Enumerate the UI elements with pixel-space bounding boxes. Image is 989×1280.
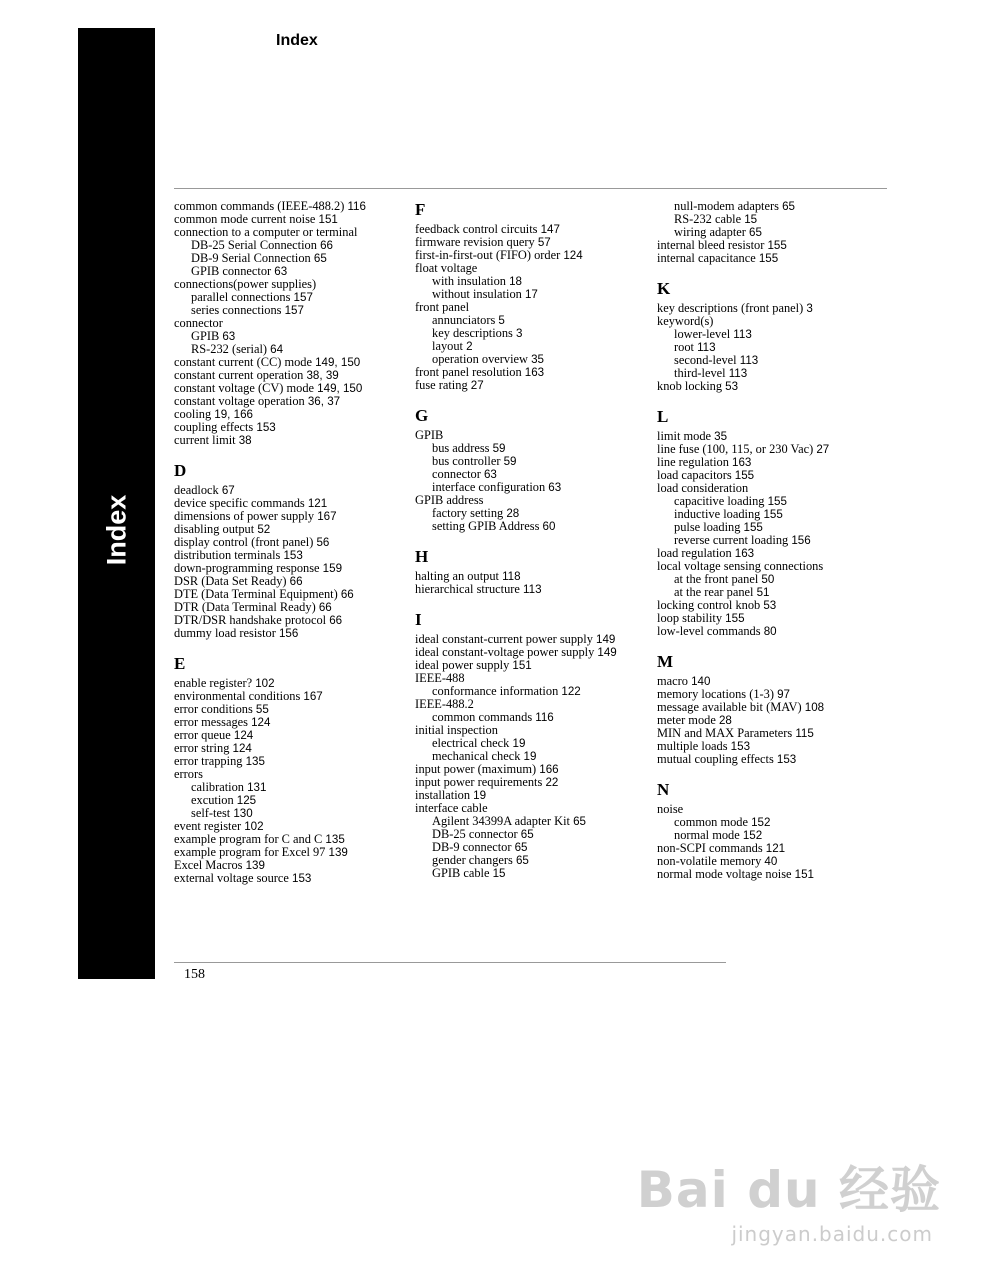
index-term: firmware revision query <box>415 235 535 249</box>
index-term: at the rear panel <box>674 585 754 599</box>
index-term: load regulation <box>657 546 732 560</box>
index-term: front panel resolution <box>415 365 522 379</box>
index-term: common mode current noise <box>174 212 316 226</box>
index-term: factory setting <box>432 506 504 520</box>
index-term: event register <box>174 819 242 833</box>
index-page-ref: 153 <box>730 740 751 753</box>
page-number: 158 <box>184 967 205 982</box>
watermark-url: jingyan.baidu.com <box>731 1222 933 1246</box>
index-column-1 <box>174 200 409 885</box>
index-page-ref: 163 <box>734 547 755 560</box>
index-term: DTR/DSR handshake protocol <box>174 613 327 627</box>
index-entry <box>174 872 409 885</box>
index-page-ref: 157 <box>284 304 304 317</box>
index-page-ref: 113 <box>728 367 748 380</box>
index-term: without insulation <box>432 287 522 301</box>
index-page-ref: 53 <box>763 599 777 612</box>
index-page-ref: 65 <box>520 828 534 841</box>
index-term: DTR (Data Terminal Ready) <box>174 600 316 614</box>
index-page-ref: 63 <box>483 468 497 481</box>
index-term: front panel <box>415 300 470 314</box>
index-page-ref: 65 <box>573 815 587 828</box>
index-term: common commands <box>432 710 533 724</box>
index-term: DB-25 connector <box>432 827 518 841</box>
baidu-watermark <box>636 1150 941 1260</box>
index-page-ref: 65 <box>514 841 528 854</box>
index-page-ref: 40 <box>764 855 778 868</box>
index-term: pulse loading <box>674 520 741 534</box>
index-page-ref: 166 <box>539 763 559 776</box>
index-term: lower-level <box>674 327 731 341</box>
index-term: gender changers <box>432 853 513 867</box>
index-term: DB-25 Serial Connection <box>191 238 317 252</box>
index-page-ref: 153 <box>776 753 797 766</box>
index-term: Excel Macros <box>174 858 243 872</box>
index-term: root <box>674 340 694 354</box>
index-term: annunciators <box>432 313 496 327</box>
index-column-2 <box>415 200 655 880</box>
index-term: error messages <box>174 715 248 729</box>
index-section-letter: H <box>415 547 429 566</box>
index-entry <box>657 753 897 766</box>
index-page-ref: 125 <box>236 794 257 807</box>
index-section-letter: N <box>657 780 670 799</box>
index-term: error string <box>174 741 230 755</box>
index-section-letter: F <box>415 200 426 219</box>
index-column-3 <box>657 200 897 881</box>
index-term: key descriptions <box>432 326 513 340</box>
index-term: connection to a computer or terminal <box>174 225 358 239</box>
index-page-ref: 156 <box>278 627 299 640</box>
index-page-ref: 121 <box>307 497 328 510</box>
index-term: locking control knob <box>657 598 761 612</box>
index-term: connector <box>174 316 223 330</box>
index-term: excution <box>191 793 234 807</box>
index-page-ref: 65 <box>313 252 327 265</box>
index-page-ref: 135 <box>245 755 265 768</box>
index-term: loop stability <box>657 611 723 625</box>
index-section-letter: L <box>657 407 669 426</box>
index-term: key descriptions (front panel) <box>657 301 804 315</box>
index-page-ref: 102 <box>244 820 264 833</box>
index-term: interface cable <box>415 801 488 815</box>
index-page-ref: 151 <box>318 213 338 226</box>
bottom-rule <box>174 962 726 963</box>
index-page-ref: 149 <box>596 633 616 646</box>
index-term: deadlock <box>174 483 219 497</box>
index-page-ref: 5 <box>498 314 505 327</box>
index-page-ref: 2 <box>466 340 473 353</box>
index-term: MIN and MAX Parameters <box>657 726 793 740</box>
index-term: error trapping <box>174 754 243 768</box>
index-term: knob locking <box>657 379 723 393</box>
index-page-ref: 27 <box>470 379 484 392</box>
index-page-ref: 153 <box>283 549 303 562</box>
index-page-ref: 113 <box>739 354 759 367</box>
index-page-ref: 118 <box>502 570 521 583</box>
index-page-ref: 66 <box>329 614 343 627</box>
index-term: connections(power supplies) <box>174 277 317 291</box>
index-term: constant current (CC) mode <box>174 355 312 369</box>
index-term: DB-9 Serial Connection <box>191 251 311 265</box>
index-term: memory locations (1-3) <box>657 687 774 701</box>
index-page-ref: 65 <box>749 226 762 239</box>
index-term: display control (front panel) <box>174 535 314 549</box>
index-term: distribution terminals <box>174 548 281 562</box>
index-page-ref: 97 <box>777 688 791 701</box>
index-term: interface configuration <box>432 480 546 494</box>
index-page-ref: 108 <box>804 701 825 714</box>
index-page-ref: 67 <box>221 484 235 497</box>
index-page-ref: 151 <box>794 868 814 881</box>
index-term: hierarchical structure <box>415 582 520 596</box>
index-page-ref: 63 <box>274 265 288 278</box>
index-page-ref: 3 <box>806 302 813 315</box>
index-page-ref: 131 <box>247 781 267 794</box>
index-page-ref: 151 <box>512 659 532 672</box>
index-term: RS-232 (serial) <box>191 342 268 356</box>
watermark-logo: Bai du 经验 <box>636 1161 941 1219</box>
page-header-title: Index <box>276 32 318 49</box>
index-term: parallel connections <box>191 290 291 304</box>
index-page-ref: 124 <box>563 249 583 262</box>
index-term: mutual coupling effects <box>657 752 774 766</box>
index-section-letter: G <box>415 406 429 425</box>
index-term: reverse current loading <box>674 533 789 547</box>
index-term: current limit <box>174 433 236 447</box>
index-page-ref: 35 <box>714 430 728 443</box>
index-term: GPIB <box>191 329 220 343</box>
index-page-ref: 139 <box>245 859 265 872</box>
index-term: message available bit (MAV) <box>657 700 802 714</box>
index-section-letter: I <box>415 610 422 629</box>
index-section-letter: E <box>174 654 186 673</box>
index-page-ref: 124 <box>233 729 254 742</box>
index-term: ideal constant-current power supply <box>415 632 593 646</box>
index-term: setting GPIB Address <box>432 519 540 533</box>
index-page-ref: 147 <box>540 223 560 236</box>
index-page-ref: 64 <box>270 343 284 356</box>
index-page-ref: 50 <box>761 573 775 586</box>
index-term: bus controller <box>432 454 501 468</box>
index-page-ref: 17 <box>524 288 538 301</box>
index-page-ref: 124 <box>232 742 252 755</box>
index-term: error conditions <box>174 702 253 716</box>
index-term: environmental conditions <box>174 689 301 703</box>
index-term: common mode <box>674 815 748 829</box>
index-term: operation overview <box>432 352 528 366</box>
index-page-ref: 66 <box>318 601 332 614</box>
index-page-ref: 28 <box>718 714 732 727</box>
index-page-ref: 122 <box>561 685 581 698</box>
index-term: local voltage sensing connections <box>657 559 824 573</box>
index-term: Agilent 34399A adapter Kit <box>432 814 570 828</box>
index-page-ref: 163 <box>732 456 752 469</box>
index-term: internal capacitance <box>657 251 756 265</box>
index-entry <box>174 434 409 447</box>
index-page-ref: 66 <box>289 575 303 588</box>
index-page-ref: 167 <box>303 690 323 703</box>
index-page-ref: 116 <box>535 711 554 724</box>
index-term: fuse rating <box>415 378 468 392</box>
index-page-ref: 65 <box>515 854 529 867</box>
index-term: line fuse (100, 115, or 230 Vac) <box>657 442 814 456</box>
index-term: example program for Excel 97 <box>174 845 326 859</box>
index-entry <box>174 627 409 640</box>
index-term: example program for C and C <box>174 832 323 846</box>
top-rule <box>174 188 887 189</box>
index-page-ref: 59 <box>503 455 517 468</box>
index-page-ref: 121 <box>765 842 786 855</box>
index-term: constant voltage (CV) mode <box>174 381 315 395</box>
index-page-ref: 155 <box>763 508 783 521</box>
index-term: third-level <box>674 366 726 380</box>
index-term: float voltage <box>415 261 478 275</box>
index-page-ref: 102 <box>255 677 275 690</box>
index-term: GPIB address <box>415 493 484 507</box>
index-term: null-modem adapters <box>674 199 779 213</box>
index-term: enable register? <box>174 676 253 690</box>
index-page-ref: 139 <box>328 846 348 859</box>
index-term: ideal constant-voltage power supply <box>415 645 595 659</box>
index-page-ref: 53 <box>725 380 739 393</box>
index-page-ref: 51 <box>756 586 770 599</box>
index-page-ref: 80 <box>763 625 777 638</box>
index-page-ref: 157 <box>293 291 313 304</box>
index-term: line regulation <box>657 455 729 469</box>
index-page-ref: 113 <box>523 583 542 596</box>
index-page-ref: 152 <box>742 829 763 842</box>
index-term: constant current operation <box>174 368 304 382</box>
index-page-ref: 57 <box>537 236 551 249</box>
index-page-ref: 3 <box>515 327 523 340</box>
index-term: calibration <box>191 780 244 794</box>
side-index-tab <box>78 28 155 979</box>
index-page-ref: 63 <box>222 330 236 343</box>
index-entry <box>657 252 897 265</box>
index-term: DTE (Data Terminal Equipment) <box>174 587 338 601</box>
index-term: disabling output <box>174 522 255 536</box>
index-page-ref: 27 <box>816 443 830 456</box>
index-term: non-SCPI commands <box>657 841 763 855</box>
index-term: meter mode <box>657 713 716 727</box>
index-term: down-programming response <box>174 561 320 575</box>
index-page-ref: 115 <box>795 727 814 740</box>
index-entry <box>657 380 897 393</box>
index-term: IEEE-488 <box>415 671 465 685</box>
index-page-ref: 56 <box>316 536 330 549</box>
index-term: DB-9 connector <box>432 840 512 854</box>
index-page-ref: 28 <box>506 507 520 520</box>
index-page-ref: 66 <box>340 588 354 601</box>
index-page-ref: 19 <box>473 789 487 802</box>
index-page-ref: 167 <box>317 510 337 523</box>
index-term: ideal power supply <box>415 658 510 672</box>
index-term: IEEE-488.2 <box>415 697 474 711</box>
index-page-ref: 15 <box>492 867 506 880</box>
index-term: coupling effects <box>174 420 254 434</box>
index-page-ref: 155 <box>725 612 745 625</box>
index-page-ref: 156 <box>791 534 811 547</box>
index-page-ref: 155 <box>767 239 787 252</box>
index-term: dimensions of power supply <box>174 509 315 523</box>
index-term: DSR (Data Set Ready) <box>174 574 287 588</box>
index-page-ref: 155 <box>743 521 763 534</box>
index-term: halting an output <box>415 569 499 583</box>
index-page-ref: 65 <box>782 200 795 213</box>
index-page-ref: 113 <box>697 341 716 354</box>
index-page-ref: 149 <box>597 646 617 659</box>
index-term: self-test <box>191 806 231 820</box>
index-term: connector <box>432 467 481 481</box>
index-page-ref: 36, 37 <box>307 395 341 408</box>
index-page-ref: 66 <box>320 239 333 252</box>
index-term: macro <box>657 674 688 688</box>
index-page-ref: 124 <box>251 716 271 729</box>
index-term: internal bleed resistor <box>657 238 765 252</box>
index-term: cooling <box>174 407 212 421</box>
index-term: load capacitors <box>657 468 732 482</box>
index-section-letter: K <box>657 279 671 298</box>
index-term: errors <box>174 767 203 781</box>
index-term: keyword(s) <box>657 314 714 328</box>
index-page-ref: 159 <box>322 562 343 575</box>
side-tab-label: Index <box>101 494 131 566</box>
index-term: error queue <box>174 728 231 742</box>
index-term: layout <box>432 339 463 353</box>
index-page-ref: 153 <box>256 421 276 434</box>
index-page-ref: 22 <box>545 776 559 789</box>
index-page-ref: 116 <box>347 200 366 213</box>
index-term: GPIB <box>415 428 444 442</box>
index-term: electrical check <box>432 736 510 750</box>
index-term: installation <box>415 788 471 802</box>
index-page-ref: 19 <box>512 737 526 750</box>
index-term: dummy load resistor <box>174 626 276 640</box>
index-term: with insulation <box>432 274 506 288</box>
index-term: first-in-first-out (FIFO) order <box>415 248 561 262</box>
index-subentry <box>415 520 655 533</box>
index-term: input power (maximum) <box>415 762 537 776</box>
index-page-ref: 60 <box>542 520 556 533</box>
index-term: RS-232 cable <box>674 212 742 226</box>
index-page-ref: 113 <box>733 328 752 341</box>
index-page-ref: 163 <box>524 366 545 379</box>
index-page-ref: 63 <box>548 481 562 494</box>
index-term: GPIB cable <box>432 866 490 880</box>
index-page-ref: 55 <box>255 703 269 716</box>
index-entry <box>415 379 655 392</box>
index-page-ref: 38 <box>238 434 252 447</box>
index-term: common commands (IEEE-488.2) <box>174 199 345 213</box>
index-term: non-volatile memory <box>657 854 762 868</box>
index-term: wiring adapter <box>674 225 746 239</box>
index-page-ref: 140 <box>691 675 711 688</box>
index-section-letter: D <box>174 461 187 480</box>
index-page-ref: 52 <box>257 523 271 536</box>
index-entry <box>657 868 897 881</box>
index-term: second-level <box>674 353 737 367</box>
index-page-ref: 152 <box>751 816 771 829</box>
index-entry <box>657 625 897 638</box>
index-term: at the front panel <box>674 572 759 586</box>
index-term: constant voltage operation <box>174 394 305 408</box>
index-term: multiple loads <box>657 739 728 753</box>
index-term: feedback control circuits <box>415 222 538 236</box>
index-term: series connections <box>191 303 282 317</box>
index-term: external voltage source <box>174 871 289 885</box>
index-page-ref: 149, 150 <box>315 356 361 369</box>
index-page-ref: 153 <box>292 872 312 885</box>
index-section-letter: M <box>657 652 674 671</box>
index-page-ref: 155 <box>767 495 787 508</box>
index-page-ref: 135 <box>325 833 345 846</box>
index-page-ref: 19, 166 <box>214 408 253 421</box>
index-term: conformance information <box>432 684 559 698</box>
index-entry <box>415 583 655 596</box>
index-term: load consideration <box>657 481 749 495</box>
index-page-ref: 59 <box>492 442 506 455</box>
index-term: low-level commands <box>657 624 761 638</box>
index-term: normal mode <box>674 828 740 842</box>
index-term: limit mode <box>657 429 712 443</box>
index-term: bus address <box>432 441 490 455</box>
index-page-ref: 15 <box>744 213 758 226</box>
index-term: GPIB connector <box>191 264 272 278</box>
index-term: normal mode voltage noise <box>657 867 792 881</box>
index-page-ref: 38, 39 <box>306 369 339 382</box>
index-page-ref: 18 <box>509 275 523 288</box>
index-page-ref: 35 <box>531 353 545 366</box>
index-term: noise <box>657 802 684 816</box>
index-page-ref: 155 <box>734 469 755 482</box>
index-page-ref: 130 <box>233 807 253 820</box>
index-term: capacitive loading <box>674 494 765 508</box>
index-subentry <box>415 867 655 880</box>
index-term: initial inspection <box>415 723 498 737</box>
index-entry <box>174 755 409 768</box>
index-term: inductive loading <box>674 507 761 521</box>
index-term: device specific commands <box>174 496 305 510</box>
index-page-ref: 155 <box>758 252 779 265</box>
index-term: input power requirements <box>415 775 543 789</box>
index-page-ref: 19 <box>523 750 537 763</box>
index-page-ref: 149, 150 <box>317 382 363 395</box>
index-term: mechanical check <box>432 749 521 763</box>
